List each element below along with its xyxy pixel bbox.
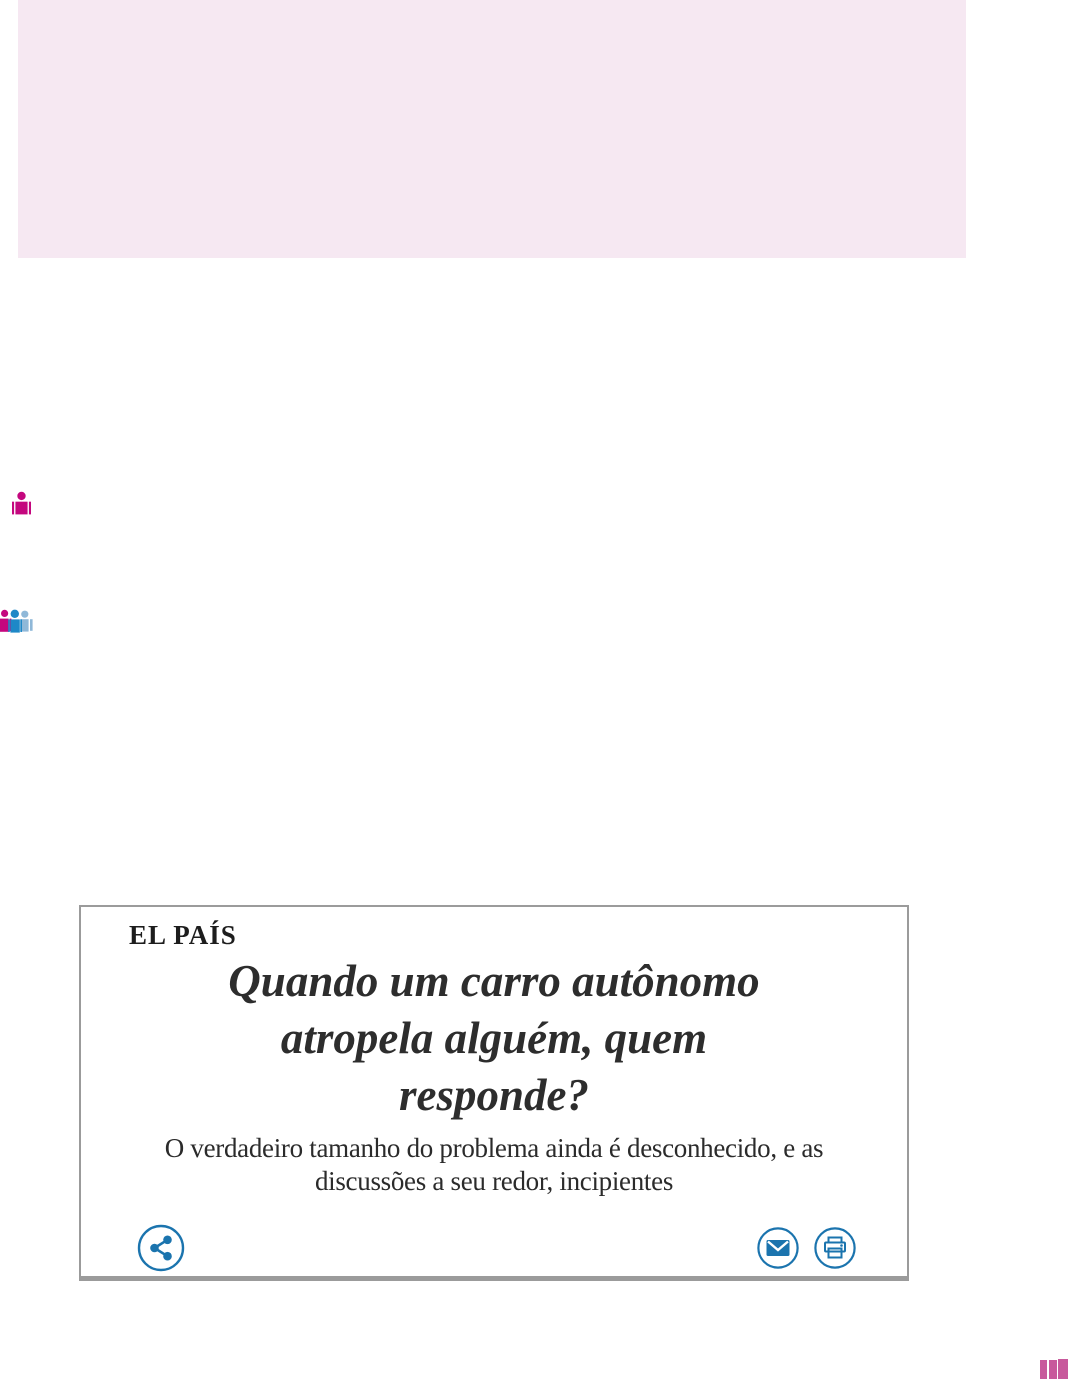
subtitle-line-2: discussões a seu redor, incipientes [314,1166,674,1196]
email-button[interactable] [757,1227,799,1269]
article-headline [81,953,907,1124]
headline-line-3: responde? [399,1070,589,1120]
share-icon [137,1224,185,1272]
print-icon [814,1227,856,1269]
subtitle-line-1: O verdadeiro tamanho do problema ainda é desconhecido, e as [164,1133,824,1163]
article-subtitle [81,1132,907,1198]
hero-banner [18,0,966,258]
headline-line-1: Quando um carro autônomo [228,956,760,1006]
share-button[interactable] [137,1224,185,1272]
footer-logo [1040,1359,1068,1379]
print-button[interactable] [814,1227,856,1269]
elpais-logo: EL PAÍS [129,920,237,950]
article-card [79,905,909,1281]
footer-logo-bar [1058,1359,1068,1379]
email-icon [757,1227,799,1269]
group-icon [0,609,33,633]
footer-logo-bar [1040,1360,1047,1379]
footer-logo-bar [1049,1360,1057,1379]
headline-line-2: atropela alguém, quem [280,1013,708,1063]
person-icon [12,491,31,515]
